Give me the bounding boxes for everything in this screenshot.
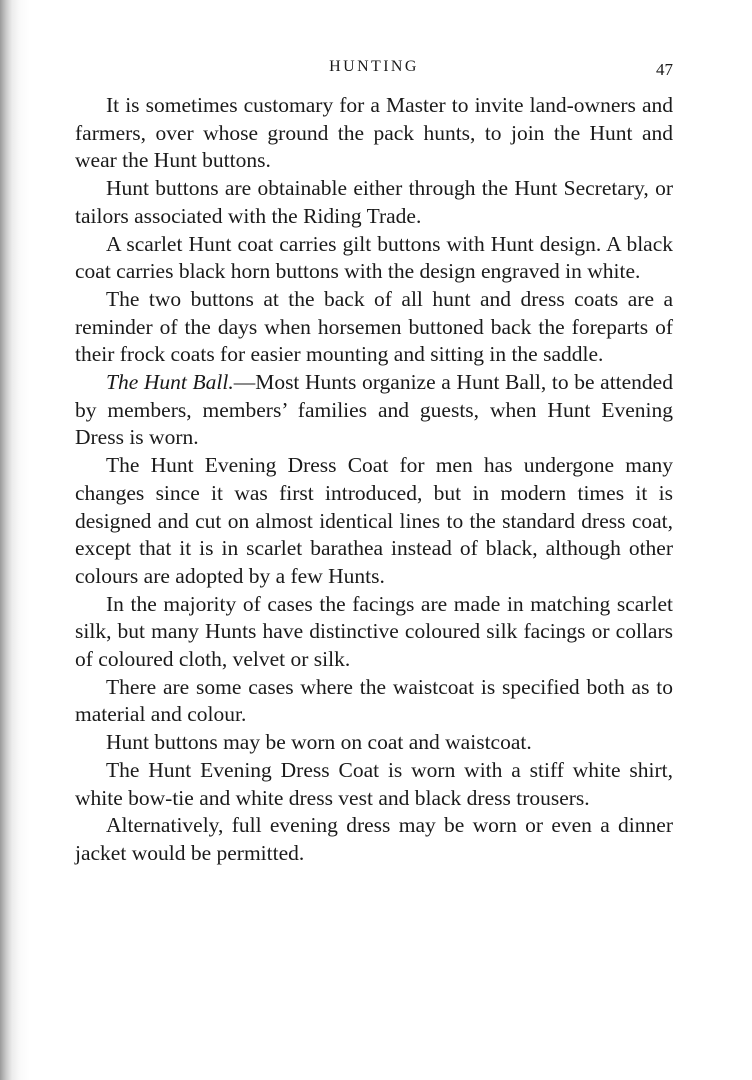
- paragraph-text: —Most Hunts organize a Hunt Ball, to be attended by members, members’ families and guests, when Hunt Evening Dress is worn.: [75, 370, 673, 450]
- paragraph-text: Alternatively, full evening dress may be worn or even a dinner jacket would be permitted.: [75, 813, 673, 865]
- paragraph: [75, 231, 673, 286]
- paragraph: [75, 92, 673, 175]
- paragraph-text: In the majority of cases the facings are made in matching scarlet silk, but many Hunts have distinctive coloured silk facings or collars of coloured cloth, velvet or silk.: [75, 591, 673, 672]
- paragraph-text: Hunt buttons may be worn on coat and waistcoat.: [106, 730, 532, 755]
- paragraph-text: It is sometimes customary for a Master to invite land-owners and farmers, over whose ground the pack hunts, to join the Hunt and wear the Hunt buttons.: [75, 93, 673, 173]
- running-head: HUNTING: [329, 58, 419, 75]
- paragraph: [75, 757, 673, 812]
- paragraph-text: Hunt buttons are obtainable either through the Hunt Secretary, or tailors associated with the Riding Trade.: [75, 176, 673, 228]
- paragraph: [75, 729, 673, 757]
- body-text: [75, 92, 673, 868]
- paragraph: [75, 175, 673, 230]
- paragraph: [75, 369, 673, 452]
- paragraph-text: A scarlet Hunt coat carries gilt buttons with Hunt design. A black coat carries black horn buttons with the design engraved in white.: [75, 231, 673, 284]
- paragraph: [75, 674, 673, 729]
- paragraph-text: The Hunt Evening Dress Coat is worn with a stiff white shirt, white bow-tie and white dress vest and black dress trousers.: [75, 757, 673, 810]
- paragraph: [75, 452, 673, 591]
- section-run-in-heading: The Hunt Ball.: [106, 370, 234, 395]
- paragraph-text: There are some cases where the waistcoat is specified both as to material and colour.: [75, 674, 673, 727]
- page-number: 47: [656, 60, 673, 79]
- paragraph: [75, 812, 673, 867]
- paragraph-text: The two buttons at the back of all hunt and dress coats are a reminder of the days when horsemen buttoned back the foreparts of their frock coats for easier mounting and sitting in the saddle.: [75, 286, 673, 367]
- paragraph: [75, 591, 673, 674]
- page-header: [75, 58, 673, 82]
- paragraph-text: The Hunt Evening Dress Coat for men has undergone many changes since it was first introduced, but in modern times it is designed and cut on almost identical lines to the standard dress coat, except that it is in scarlet barathea instead of black, although other colours are adopted by a few Hunts.: [75, 453, 673, 588]
- paragraph: [75, 286, 673, 369]
